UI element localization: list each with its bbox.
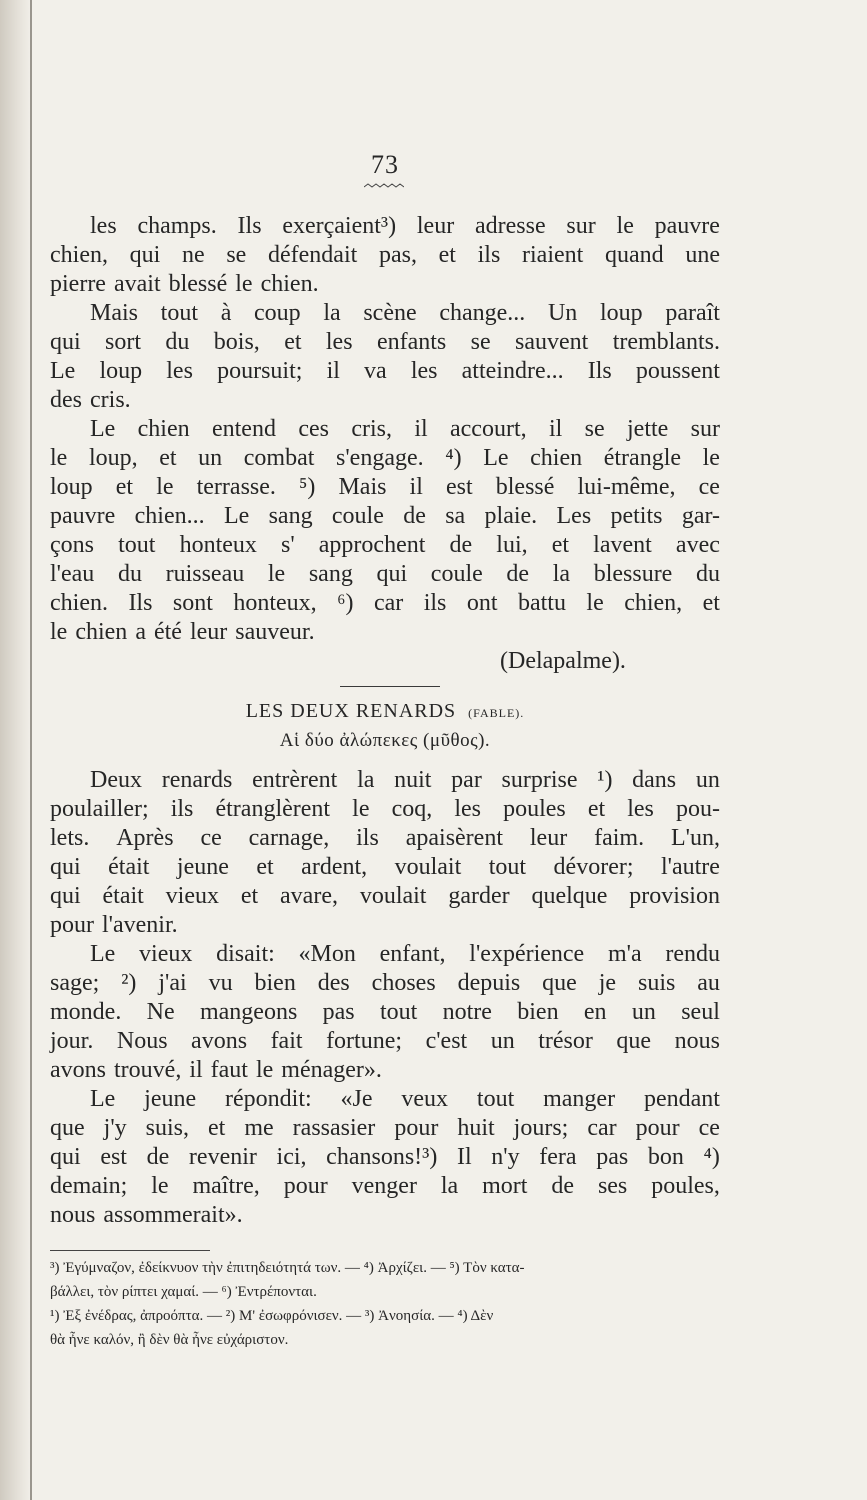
text-line: qui était vieux et avare, voulait garder quelque provision — [50, 883, 720, 909]
text-line: çons tout honteux s' approchent de lui, et lavent avec — [50, 532, 720, 558]
text-line: qui est de revenir ici, chansons!³) Il n'y fera pas bon ⁴) — [50, 1144, 720, 1170]
footnote-line: θὰ ἦνε καλόν, ἢ δὲν θὰ ἦνε εὐχάριστον. — [50, 1332, 289, 1348]
footnote-rule — [50, 1250, 210, 1251]
text-line: pierre avait blessé le chien. — [50, 271, 319, 297]
text-line: Le vieux disait: «Mon enfant, l'expérience m'a rendu — [90, 941, 720, 967]
text-block-fable — [50, 766, 720, 1230]
footnote-line: ¹) Ἐξ ἐνέδρας, ἀπροόπτα. — ²) Μ' ἐσωφρόνισεν. — ³) Ἀνοησία. — ⁴) Δὲν — [50, 1308, 494, 1324]
page-number: 73 — [371, 150, 399, 179]
text-line: le chien a été leur sauveur. — [50, 619, 315, 645]
text-line: monde. Ne mangeons pas tout notre bien en un seul — [50, 999, 720, 1025]
text-line: loup et le terrasse. ⁵) Mais il est blessé lui-même, ce — [50, 474, 720, 500]
ornament-squiggle — [364, 182, 404, 190]
text-line: sage; ²) j'ai vu bien des choses depuis que je suis au — [50, 970, 720, 996]
text-line: lets. Après ce carnage, ils apaisèrent leur faim. L'un, — [50, 825, 720, 851]
author-signature: (Delapalme). — [500, 648, 626, 674]
footnote-line: βάλλει, τὸν ρίπτει χαμαί. — ⁶) Ἐντρέπονται. — [50, 1284, 317, 1300]
text-line: Mais tout à coup la scène change... Un loup paraît — [90, 300, 720, 326]
text-line: qui était jeune et ardent, voulait tout dévorer; l'autre — [50, 854, 720, 880]
text-line: poulailler; ils étranglèrent le coq, les poules et les pou- — [50, 796, 720, 822]
fable-label: (FABLE). — [468, 706, 525, 720]
text-line: chien. Ils sont honteux, ⁶) car ils ont battu le chien, et — [50, 590, 720, 616]
text-line: avons trouvé, il faut le ménager». — [50, 1057, 382, 1083]
text-line: des cris. — [50, 387, 131, 413]
text-block-story-end — [50, 212, 720, 647]
text-line: demain; le maître, pour venger la mort de ses poules, — [50, 1173, 720, 1199]
section-divider — [340, 686, 440, 687]
footnote-line: ³) Ἐγύμναζον, ἐδείκνυον τὴν ἐπιτηδειότητά των. — ⁴) Ἀρχίζει. — ⁵) Τὸν κατα- — [50, 1260, 525, 1276]
fable-heading — [0, 700, 770, 723]
text-line: jour. Nous avons fait fortune; c'est un trésor que nous — [50, 1028, 720, 1054]
text-line: les champs. Ils exerçaient³) leur adresse sur le pauvre — [90, 213, 720, 239]
text-line: pauvre chien... Le sang coule de sa plaie. Les petits gar- — [50, 503, 720, 529]
text-line: que j'y suis, et me rassasier pour huit jours; car pour ce — [50, 1115, 720, 1141]
text-line: pour l'avenir. — [50, 912, 178, 938]
fable-title: LES DEUX RENARDS — [245, 700, 457, 722]
text-line: le loup, et un combat s'engage. ⁴) Le chien étrangle le — [50, 445, 720, 471]
text-line: Le loup les poursuit; il va les atteindre... Ils poussent — [50, 358, 720, 384]
text-line: chien, qui ne se défendait pas, et ils riaient quand une — [50, 242, 720, 268]
text-line: Deux renards entrèrent la nuit par surprise ¹) dans un — [90, 767, 720, 793]
text-line: nous assommerait». — [50, 1202, 243, 1228]
fable-title-greek: Αἱ δύο ἀλώπεκες (μῦθος). — [279, 730, 491, 751]
text-line: qui sort du bois, et les enfants se sauvent tremblants. — [50, 329, 720, 355]
text-line: l'eau du ruisseau le sang qui coule de la blessure du — [50, 561, 720, 587]
text-line: Le chien entend ces cris, il accourt, il se jette sur — [90, 416, 720, 442]
text-line: Le jeune répondit: «Je veux tout manger pendant — [90, 1086, 720, 1112]
